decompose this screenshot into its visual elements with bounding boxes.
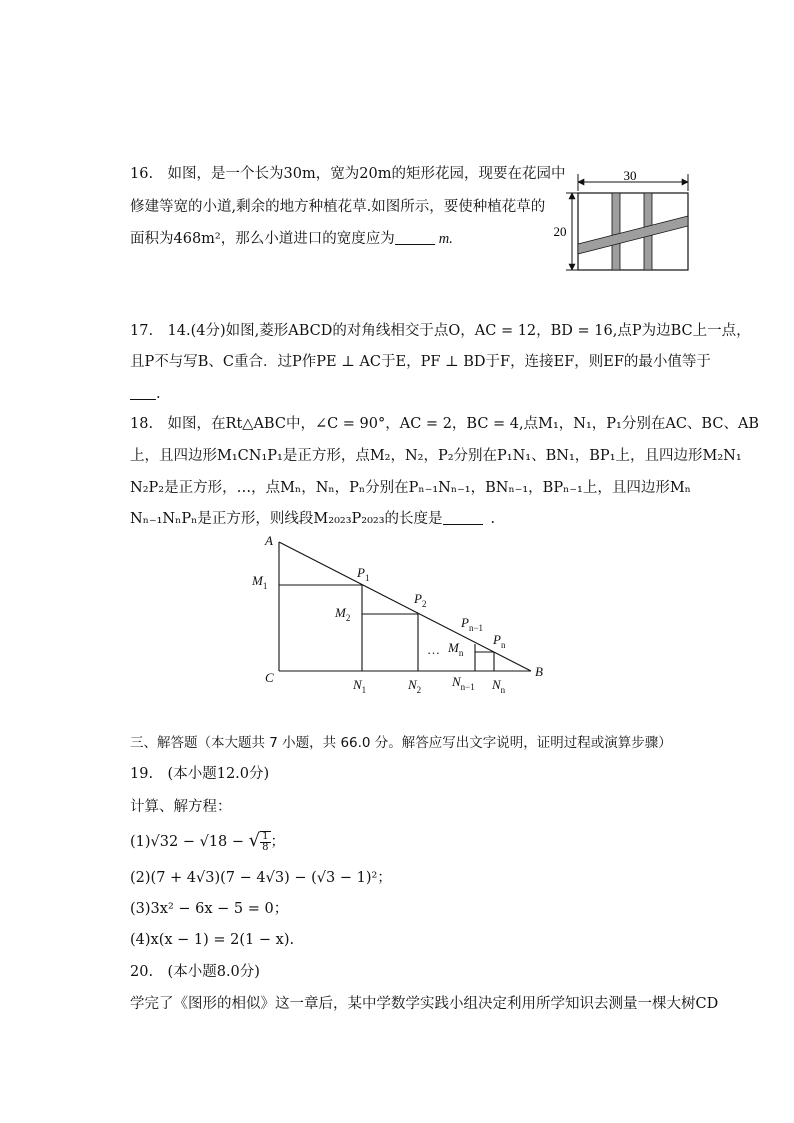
svg-text:N1 (352, 677, 366, 694)
q16-line-3 (130, 229, 453, 249)
q18-triangle-figure (245, 532, 555, 694)
svg-text:Mn (447, 640, 464, 658)
label-p2-sub: 2 (421, 599, 427, 609)
label-n2: N (408, 677, 417, 692)
q19-title: 19. (本小题12.0分) (130, 766, 270, 782)
q16-width-label: 20 (553, 224, 567, 239)
q16-unit: m. (438, 231, 453, 247)
q18-line-4-text: Nₙ₋₁NₙPₙ是正方形，则线段M₂₀₂₃P₂₀₂₃的长度是 (130, 511, 443, 527)
label-a: A (265, 533, 273, 548)
q18-answer-blank (443, 510, 483, 525)
label-b: B (535, 664, 543, 679)
label-m2-sub: 2 (345, 613, 351, 623)
label-m1: M (252, 573, 263, 588)
q16-path-vertical-1 (612, 193, 620, 270)
q16-line-1: 16. 如图，是一个长为30m，宽为20m的矩形花园，现要在花园中 (130, 166, 566, 182)
label-pn-1-sub: n−1 (468, 623, 484, 633)
label-m2: M (335, 605, 346, 620)
svg-text:Pn (492, 632, 506, 650)
q19-frac-num: 1 (262, 831, 269, 842)
label-mn-sub: n (458, 648, 464, 658)
q19-frac-den: 8 (262, 842, 269, 853)
q17-period: . (156, 386, 161, 402)
label-dots: … (427, 642, 440, 657)
label-m1-sub: 1 (262, 581, 268, 591)
label-n1-sub: 1 (361, 685, 367, 694)
q19-part-1-text: (1)√32 − √18 − (130, 834, 249, 850)
svg-text:Nn−1 (451, 674, 475, 692)
section-3-heading: 三、解答题（本大题共 7 小题，共 66.0 分。解答应写出文字说明，证明过程或演算步骤） (130, 735, 672, 751)
q16-length-label: 30 (623, 168, 637, 183)
label-mn: M (448, 640, 459, 655)
svg-text:Pn−1 (460, 615, 483, 633)
label-p2: P (414, 591, 422, 606)
label-nn-sub: n (500, 685, 506, 694)
label-nn: N (492, 677, 501, 692)
q20-line-1: 学完了《图形的相似》这一章后，某中学数学实践小组决定利用所学知识去测量一棵大树CD (130, 996, 719, 1012)
q16-answer-blank (395, 230, 435, 245)
label-pn: P (493, 632, 501, 647)
svg-text:M1 (251, 573, 267, 591)
q18-line-4 (130, 509, 495, 529)
q19-part-3: (3)3x² − 6x − 5 = 0； (130, 901, 289, 917)
q18-line-3: N₂P₂是正方形，…，点Mₙ，Nₙ，Pₙ分别在Pₙ₋₁Nₙ₋₁，BNₙ₋₁，BPₙ₋₁上，且四边形Mₙ (130, 480, 691, 496)
q17-line-1: 17. 14.(4分)如图,菱形ABCD的对角线相交于点O，AC = 12，BD = 16,点P为边BC上一点， (130, 323, 751, 339)
q18-period: . (490, 511, 496, 527)
svg-text:P2 (413, 591, 426, 609)
q18-line-1: 18. 如图，在Rt△ABC中，∠C = 90°，AC = 2，BC = 4,点M₁，N₁，P₁分别在AC、BC、AB (130, 416, 760, 432)
q19-part-2: (2)(7 + 4√3)(7 − 4√3) − (√3 − 1)²； (130, 870, 392, 886)
q19-part-1: (1)√32 − √18 − √ $\frac{1}{8}$ ； (130, 830, 286, 853)
label-p1-sub: 1 (364, 573, 370, 583)
q17-answer-blank (130, 385, 156, 400)
q17-line-2: 且P不与写B、C重合．过P作PE ⊥ AC于E，PF ⊥ BD于F，连接EF，则EF的最小值等于 (130, 354, 711, 370)
q19-part-1-end: ； (270, 834, 286, 850)
label-n1: N (353, 677, 362, 692)
q19-intro: 计算、解方程： (130, 799, 232, 815)
label-n2-sub: 2 (416, 685, 422, 694)
q17-line-3 (130, 384, 161, 404)
svg-text:Nn (491, 677, 506, 694)
svg-text:P1 (356, 565, 369, 583)
label-pn-sub: n (500, 640, 506, 650)
svg-text:N2 (407, 677, 421, 694)
svg-text:M2 (334, 605, 350, 623)
q16-line-2: 修建等宽的小道,剩余的地方种植花草.如图所示，要使种植花草的 (130, 199, 546, 215)
q16-garden-figure (548, 160, 698, 278)
label-nn-1-sub: n−1 (460, 682, 475, 692)
label-pn-1: P (461, 615, 469, 630)
label-c: C (265, 670, 274, 685)
q19-part-4: (4)x(x − 1) = 2(1 − x). (130, 932, 295, 948)
q18-line-2: 上，且四边形M₁CN₁P₁是正方形，点M₂，N₂，P₂分别在P₁N₁、BN₁，BP₁上，且四边形M₂N₁ (130, 448, 742, 464)
q20-title: 20. (本小题8.0分) (130, 964, 260, 980)
label-nn-1: N (452, 674, 461, 689)
label-p1: P (357, 565, 365, 580)
q16-line-3-text: 面积为468m²，那么小道进口的宽度应为 (130, 231, 395, 247)
